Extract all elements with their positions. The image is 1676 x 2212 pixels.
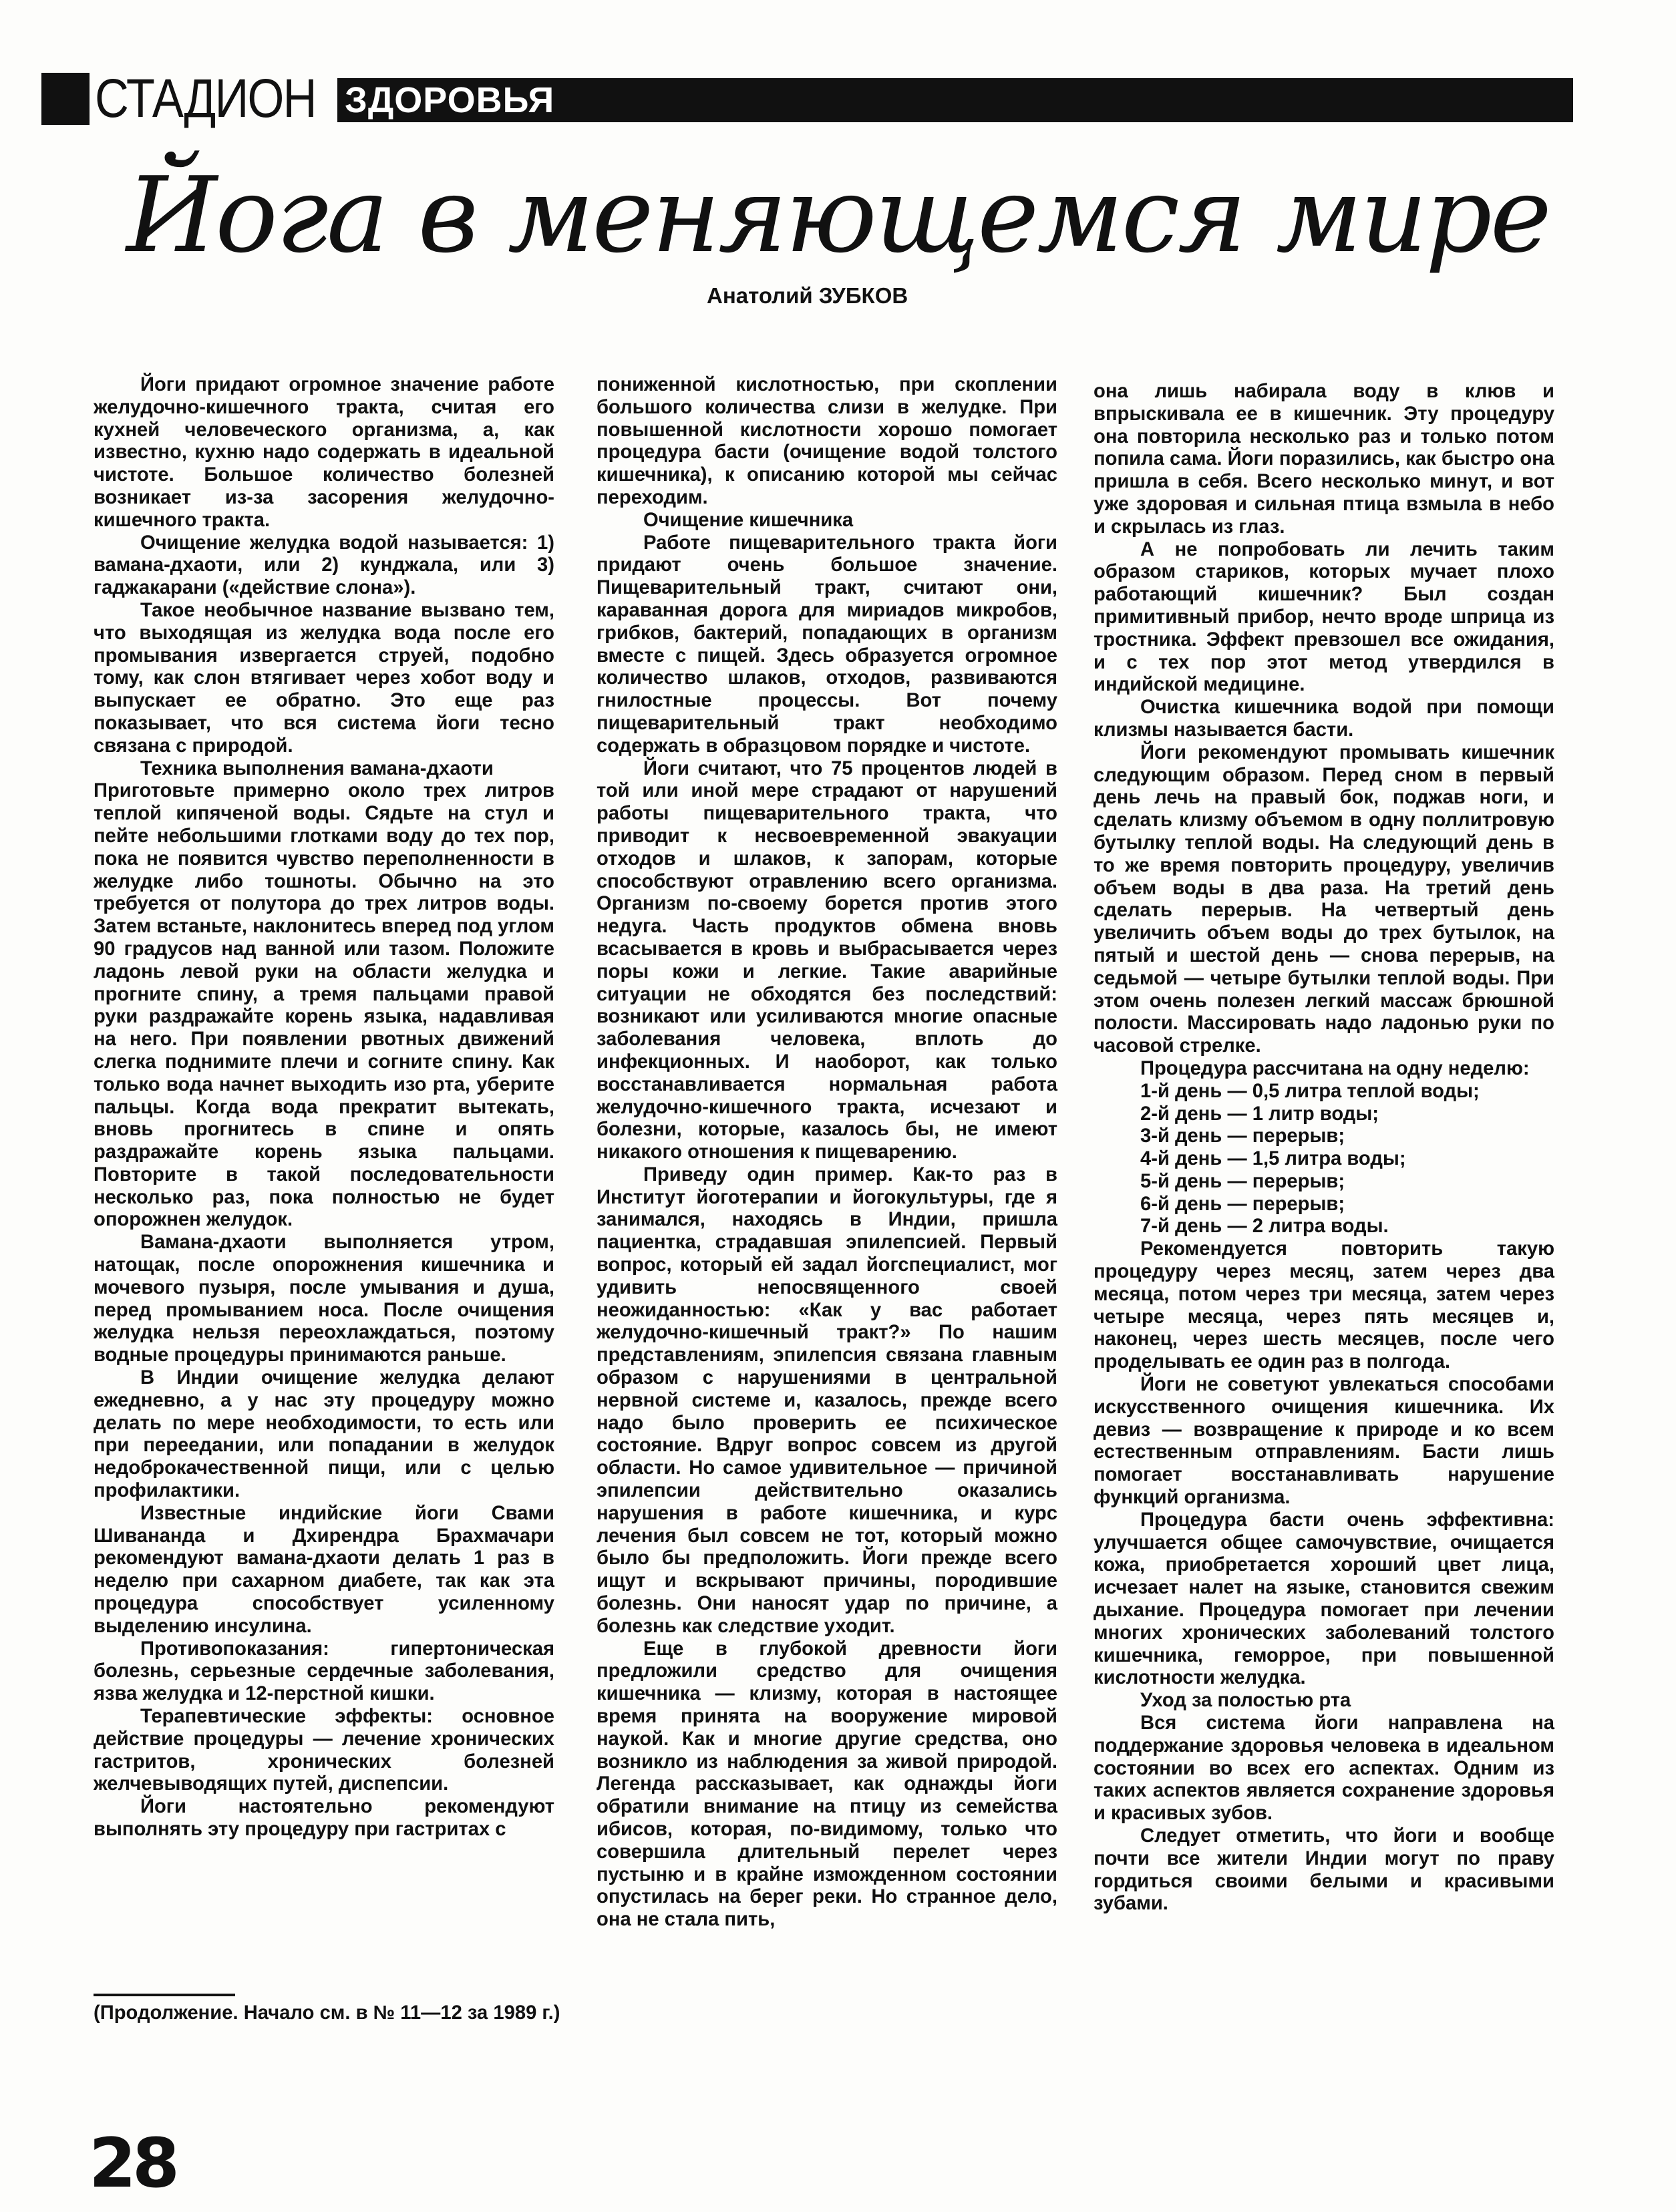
paragraph: Очистка кишечника водой при помощи клизмы называется басти. — [1094, 697, 1554, 741]
paragraph: Следует отметить, что йоги и вообще почти все жители Индии могут по праву гордиться своими белыми и красивыми зубами. — [1094, 1825, 1554, 1915]
paragraph: Терапевтические эффекты: основное действие процедуры — лечение хронических гастритов, хронических болезней желчевыводящих путей, диспепсии. — [94, 1706, 554, 1795]
paragraph: Еще в глубокой древности йоги предложили средство для очищения кишечника — клизму, которая в настоящее время принята на вооружение мировой наукой. Как и многие другие средства, оно возникло из наблюдения за живой природой. Легенда рассказывает, как однажды йоги обратили внимание на птицу из семейства ибисов, которая, по-видимому, только что совершила длительный перелет через пустыню и в крайне изможденном состоянии опустилась на берег реки. Но странное дело, она не стала пить, — [597, 1638, 1057, 1931]
column-3 — [1094, 381, 1554, 1915]
paragraph: Йоги не советуют увлекаться способами искусственного очищения кишечника. Их девиз — возвращение к природе и ко всем естественным отправлениям. Басти лишь помогает восстанавливать нарушение функций организма. — [1094, 1374, 1554, 1509]
schedule-item: 7-й день — 2 литра воды. — [1140, 1216, 1389, 1238]
paragraph: Рекомендуется повторить такую процедуру через месяц, затем через два месяца, потом через три месяца, затем через четыре месяца, через пять месяцев и, наконец, через шесть месяцев, после чего проделывать ее один раз в полгода. — [1094, 1238, 1554, 1373]
rubric-main: СТАДИОН — [95, 68, 316, 129]
paragraph: Приведу один пример. Как-то раз в Институт йоготерапии и йогокультуры, где я занимался, находясь в Индии, пришла пациентка, страдавшая эпилепсией. Первый вопрос, который ей задал йогспециалист, мог удивить непосвященного своей неожиданностью: «Как у вас работает желудочно-кишечный тракт?» По нашим представлениям, эпилепсия связана главным образом с нарушениями в центральной нервной системе и, казалось, прежде всего надо было проверить ее психическое состояние. Вдруг вопрос совсем из другой области. Но самое удивительное — причиной эпилепсии действительно оказались нарушения в работе кишечника, и курс лечения был совсем не тот, который можно было бы предположить. Йоги прежде всего ищут и вскрывают причины, породившие болезнь. Они наносят удар по причине, а болезнь как следствие уходит. — [597, 1163, 1057, 1637]
paragraph: А не попробовать ли лечить таким образом стариков, которых мучает плохо работающий кишечник? Был создан примитивный прибор, нечто вроде шприца из тростника. Эффект превзошел все ожидания, и с тех пор этот метод утвердился в индийской медицине. — [1094, 538, 1554, 696]
article-author: Анатолий ЗУБКОВ — [707, 283, 908, 308]
column-1 — [94, 374, 554, 1841]
footnote: (Продолжение. Начало см. в № 11—12 за 1989 г.) — [94, 2002, 560, 2024]
paragraph: Вся система йоги направлена на поддержание здоровья человека в идеальном состоянии во всех его аспектах. Одним из таких аспектов является сохранение здоровья и красивых зубов. — [1094, 1712, 1554, 1825]
paragraph: она лишь набирала воду в клюв и впрыскивала ее в кишечник. Эту процедуру она повторила несколько раз и только потом попила сама. Йоги поразились, как быстро она пришла в себя. Всего несколько минут, и вот уже здоровая и сильная птица взмыла в небо и скрылась из глаз. — [1094, 381, 1554, 538]
paragraph: В Индии очищение желудка делают ежедневно, а у нас эту процедуру можно делать по мере необходимости, то есть или при переедании, или попадании в желудок недоброкачественной пищи, или с целью профилактики. — [94, 1367, 554, 1502]
rubric-sub: ЗДОРОВЬЯ — [345, 80, 555, 120]
paragraph: Йоги рекомендуют промывать кишечник следующим образом. Перед сном в первый день лечь на правый бок, поджав ноги, и сделать клизму объемом в одну поллитровую бутылку теплой воды. На следующий день в то же время повторить процедуру, увеличив объем воды в два раза. На третий день сделать перерыв. На четвертый день увеличить объем воды до трех бутылок, на пятый и шестой день — снова перерыв, на седьмой — четыре бутылки теплой воды. При этом очень полезен легкий массаж брюшной полости. Массировать надо ладонью руки по часовой стрелке. — [1094, 741, 1554, 1057]
subheading: Техника выполнения вамана-дхаоти — [140, 757, 494, 779]
schedule-item: 2-й день — 1 литр воды; — [1140, 1103, 1379, 1125]
paragraph: Йоги считают, что 75 процентов людей в той или иной мере страдают от нарушений работы пищеварительного тракта, что приводит к несвоевременной эвакуации отходов и шлаков, к запорам, которые способствуют отравлению всего организма. Организм по-своему борется против этого недуга. Часть продуктов обмена вновь всасывается в кровь и выбрасывается через поры кожи и легкие. Такие аварийные ситуации не обходятся без последствий: возникают или усиливаются многие опасные заболевания человека, вплоть до инфекционных. И наоборот, как только восстанавливается нормальная работа желудочно-кишечного тракта, исчезают и болезни, которые, казалось бы, не имеют никакого отношения к пищеварению. — [597, 757, 1057, 1163]
schedule-item: 4-й день — 1,5 литра воды; — [1140, 1148, 1406, 1170]
paragraph: Такое необычное название вызвано тем, что выходящая из желудка вода после его промывания извергается струей, подобно тому, как слон втягивает через хобот воду и выпускает ее обратно. Это еще раз показывает, что вся система йоги тесно связана с природой. — [94, 599, 554, 757]
column-2 — [597, 374, 1057, 1931]
paragraph: Работе пищеварительного тракта йоги придают очень большое значение. Пищеварительный тракт, считают они, караванная дорога для мириадов микробов, грибков, бактерий, попадающих в организм вместе с пищей. Здесь образуется огромное количество шлаков, отходов, развиваются гнилостные процессы. Вот почему пищеварительный тракт необходимо содержать в образцовом порядке и чистоте. — [597, 532, 1057, 757]
paragraph: Противопоказания: гипертоническая болезнь, серьезные сердечные заболевания, язва желудка и 12-перстной кишки. — [94, 1638, 554, 1705]
footnote-rule — [94, 1994, 235, 1996]
paragraph: пониженной кислотностью, при скоплении большого количества слизи в желудке. При повышенной кислотности хорошо помогает процедура басти (очищение водой толстого кишечника), к описанию которой мы сейчас переходим. — [597, 374, 1057, 508]
paragraph: Йоги настоятельно рекомендуют выполнять эту процедуру при гастритах с — [94, 1796, 554, 1840]
schedule-item: 3-й день — перерыв; — [1140, 1125, 1345, 1147]
rubric-square-mark — [41, 73, 90, 125]
subheading: Очищение кишечника — [643, 509, 854, 531]
rubric — [41, 69, 325, 128]
schedule-item: 5-й день — перерыв; — [1140, 1170, 1345, 1192]
paragraph: Очищение желудка водой называется: 1) вамана-дхаоти, или 2) кунджала, или 3) гаджакарани («действие слона»). — [94, 532, 554, 599]
subheading: Уход за полостью рта — [1140, 1690, 1351, 1712]
page-number: 28 — [89, 2124, 176, 2203]
schedule-item: 6-й день — перерыв; — [1140, 1193, 1345, 1215]
paragraph: Вамана-дхаоти выполняется утром, натощак, после опорожнения кишечника и мочевого пузыря, после умывания и душа, перед промыванием носа. После очищения желудка нельзя переохлаждаться, поэтому водные процедуры принимаются раньше. — [94, 1232, 554, 1366]
paragraph: Йоги придают огромное значение работе желудочно-кишечного тракта, считая его кухней человеческого организма, а, как известно, кухню надо содержать в идеальной чистоте. Большое количество болезней возникает из-за засорения желудочно-кишечного тракта. — [94, 374, 554, 531]
paragraph: Известные индийские йоги Свами Шивананда и Дхирендра Брахмачари рекомендуют вамана-дхаоти делать 1 раз в неделю при сахарном диабете, так как эта процедура способствует усиленному выделению инсулина. — [94, 1502, 554, 1637]
paragraph: Процедура басти очень эффективна: улучшается общее самочувствие, очищается кожа, приобретается хороший цвет лица, исчезает налет на языке, становится свежим дыхание. Процедура помогает при лечении многих хронических заболеваний толстого кишечника, геморрое, при повышенной кислотности желудка. — [1094, 1509, 1554, 1689]
article-title: Йога в меняющемся мире — [126, 154, 1550, 276]
schedule-item: 1-й день — 0,5 литра теплой воды; — [1140, 1080, 1480, 1102]
paragraph: Процедура рассчитана на одну неделю: — [1140, 1057, 1530, 1079]
paragraph: Приготовьте примерно около трех литров теплой кипяченой воды. Сядьте на стул и пейте небольшими глотками воду до тех пор, пока не появится чувство переполненности в желудке либо тошноты. Обычно на это требуется от полутора до трех литров воды. Затем встаньте, наклонитесь вперед под углом 90 градусов над ванной или тазом. Положите ладонь левой руки на области желудка и прогните спину, а тремя пальцами правой руки раздражайте корень языка, надавливая на него. При появлении рвотных движений слегка поднимите плечи и согните спину. Как только вода начнет выходить изо рта, уберите пальцы. Когда вода прекратит вытекать, вновь прогнитесь в спине и опять раздражайте корень языка пальцами. Повторите в такой последовательности несколько раз, пока полностью не будет опорожнен желудок. — [94, 780, 554, 1231]
